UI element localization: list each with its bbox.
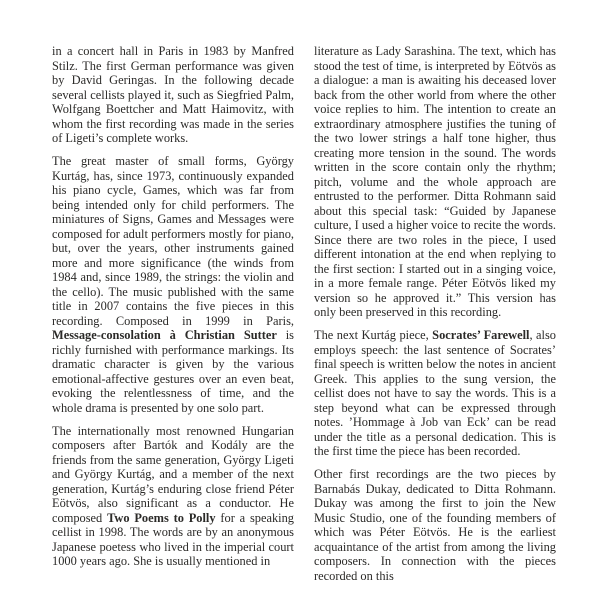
body-text: is richly furnished with performance markings. Its dramatic character is given by the various emotional-affective gestures over an even beat, evoking the relentlessness of time, and the whole drama is presented by one solo part. <box>52 328 294 415</box>
text-column-right <box>314 44 556 592</box>
body-text: in a concert hall in Paris in 1983 by Manfred Stilz. The first German performance was given by David Geringas. In the following decade several cellists played it, such as Siegfried Palm, Wolfgang Boettcher and Matt Haimovitz, with whom the first recording was made in the series of Ligeti’s complete works. <box>52 44 294 145</box>
body-text: , also employs speech: the last sentence of Socrates’ final speech is written below the notes in ancient Greek. This applies to the sung version, the cellist does not have to say the words. This is a step beyond what can be expressed through notes. ’Hommage à Job van Eck’ can be read under the title as a personal dedication. This is the first time the piece has been recorded. <box>314 328 557 458</box>
body-text: The next Kurtág piece, <box>314 328 433 342</box>
paragraph <box>52 154 294 415</box>
paragraph <box>314 467 556 583</box>
work-title-bold: Socrates’ Farewell <box>432 328 530 342</box>
paragraph <box>314 328 556 459</box>
body-text: Other first recordings are the two pieces by Barnabás Dukay, dedicated to Ditta Rohmann. Dukay was among the first to join the New Music Studio, one of the founding members of which was Péter Eötvös. He is the earliest acquaintance of the artist from among the living composers. In connection with the pieces recorded on this <box>314 467 556 583</box>
text-column-left <box>52 44 294 592</box>
paragraph <box>314 44 556 320</box>
body-text: literature as Lady Sarashina. The text, which has stood the test of time, is interpreted by Eötvös as a dialogue: a man is awaiting his deceased lover back from the other world from where the other voice replies to him. The intention to create an extraordinary atmosphere justifies the tuning of the two lower strings a half tone higher, thus creating more tension in the sound. The words written in the score contain only the rhythm; pitch, volume and the whole approach are entrusted to the performer. Ditta Rohmann said about this special task: “Guided by Japanese culture, I used a higher voice to recite the words. Since there are two roles in the piece, I used different intonation at the end when replying to the first section: I started out in a singing voice, in a more female range. Péter Eötvös liked my version so he approved it.” This version has only been preserved in this recording. <box>314 44 556 319</box>
body-text: for a speaking cellist in 1998. The words are by an anonymous Japanese poetess who lived in the imperial court 1000 years ago. She is usually mentioned in <box>52 510 294 568</box>
paragraph <box>52 44 294 146</box>
work-title-bold: Message-consolation à Christian Sutter <box>52 328 277 342</box>
body-text: The great master of small forms, György Kurtág, has, since 1973, continuously expanded his piano cycle, Games, which was far from being intended only for child performers. The miniatures of Signs, Games and Messages were composed for adult performers mostly for piano, but, over the years, other instruments gained more and more significance (the winds from 1984 and, since 1989, the strings: the violin and the cello). The music published with the same title in 2007 contains the five pieces in this recording. Composed in 1999 in Paris, <box>52 154 294 328</box>
paragraph <box>52 424 294 569</box>
work-title-bold: Two Poems to Polly <box>107 510 216 525</box>
two-column-text-block <box>52 44 556 592</box>
body-text: The internationally most renowned Hungarian composers after Bartók and Kodály are the friends from the same generation, György Ligeti and György Kurtág, and a member of the next generation, Kurtág’s enduring close friend Péter Eötvös, also significant as a conductor. He composed <box>52 423 294 525</box>
